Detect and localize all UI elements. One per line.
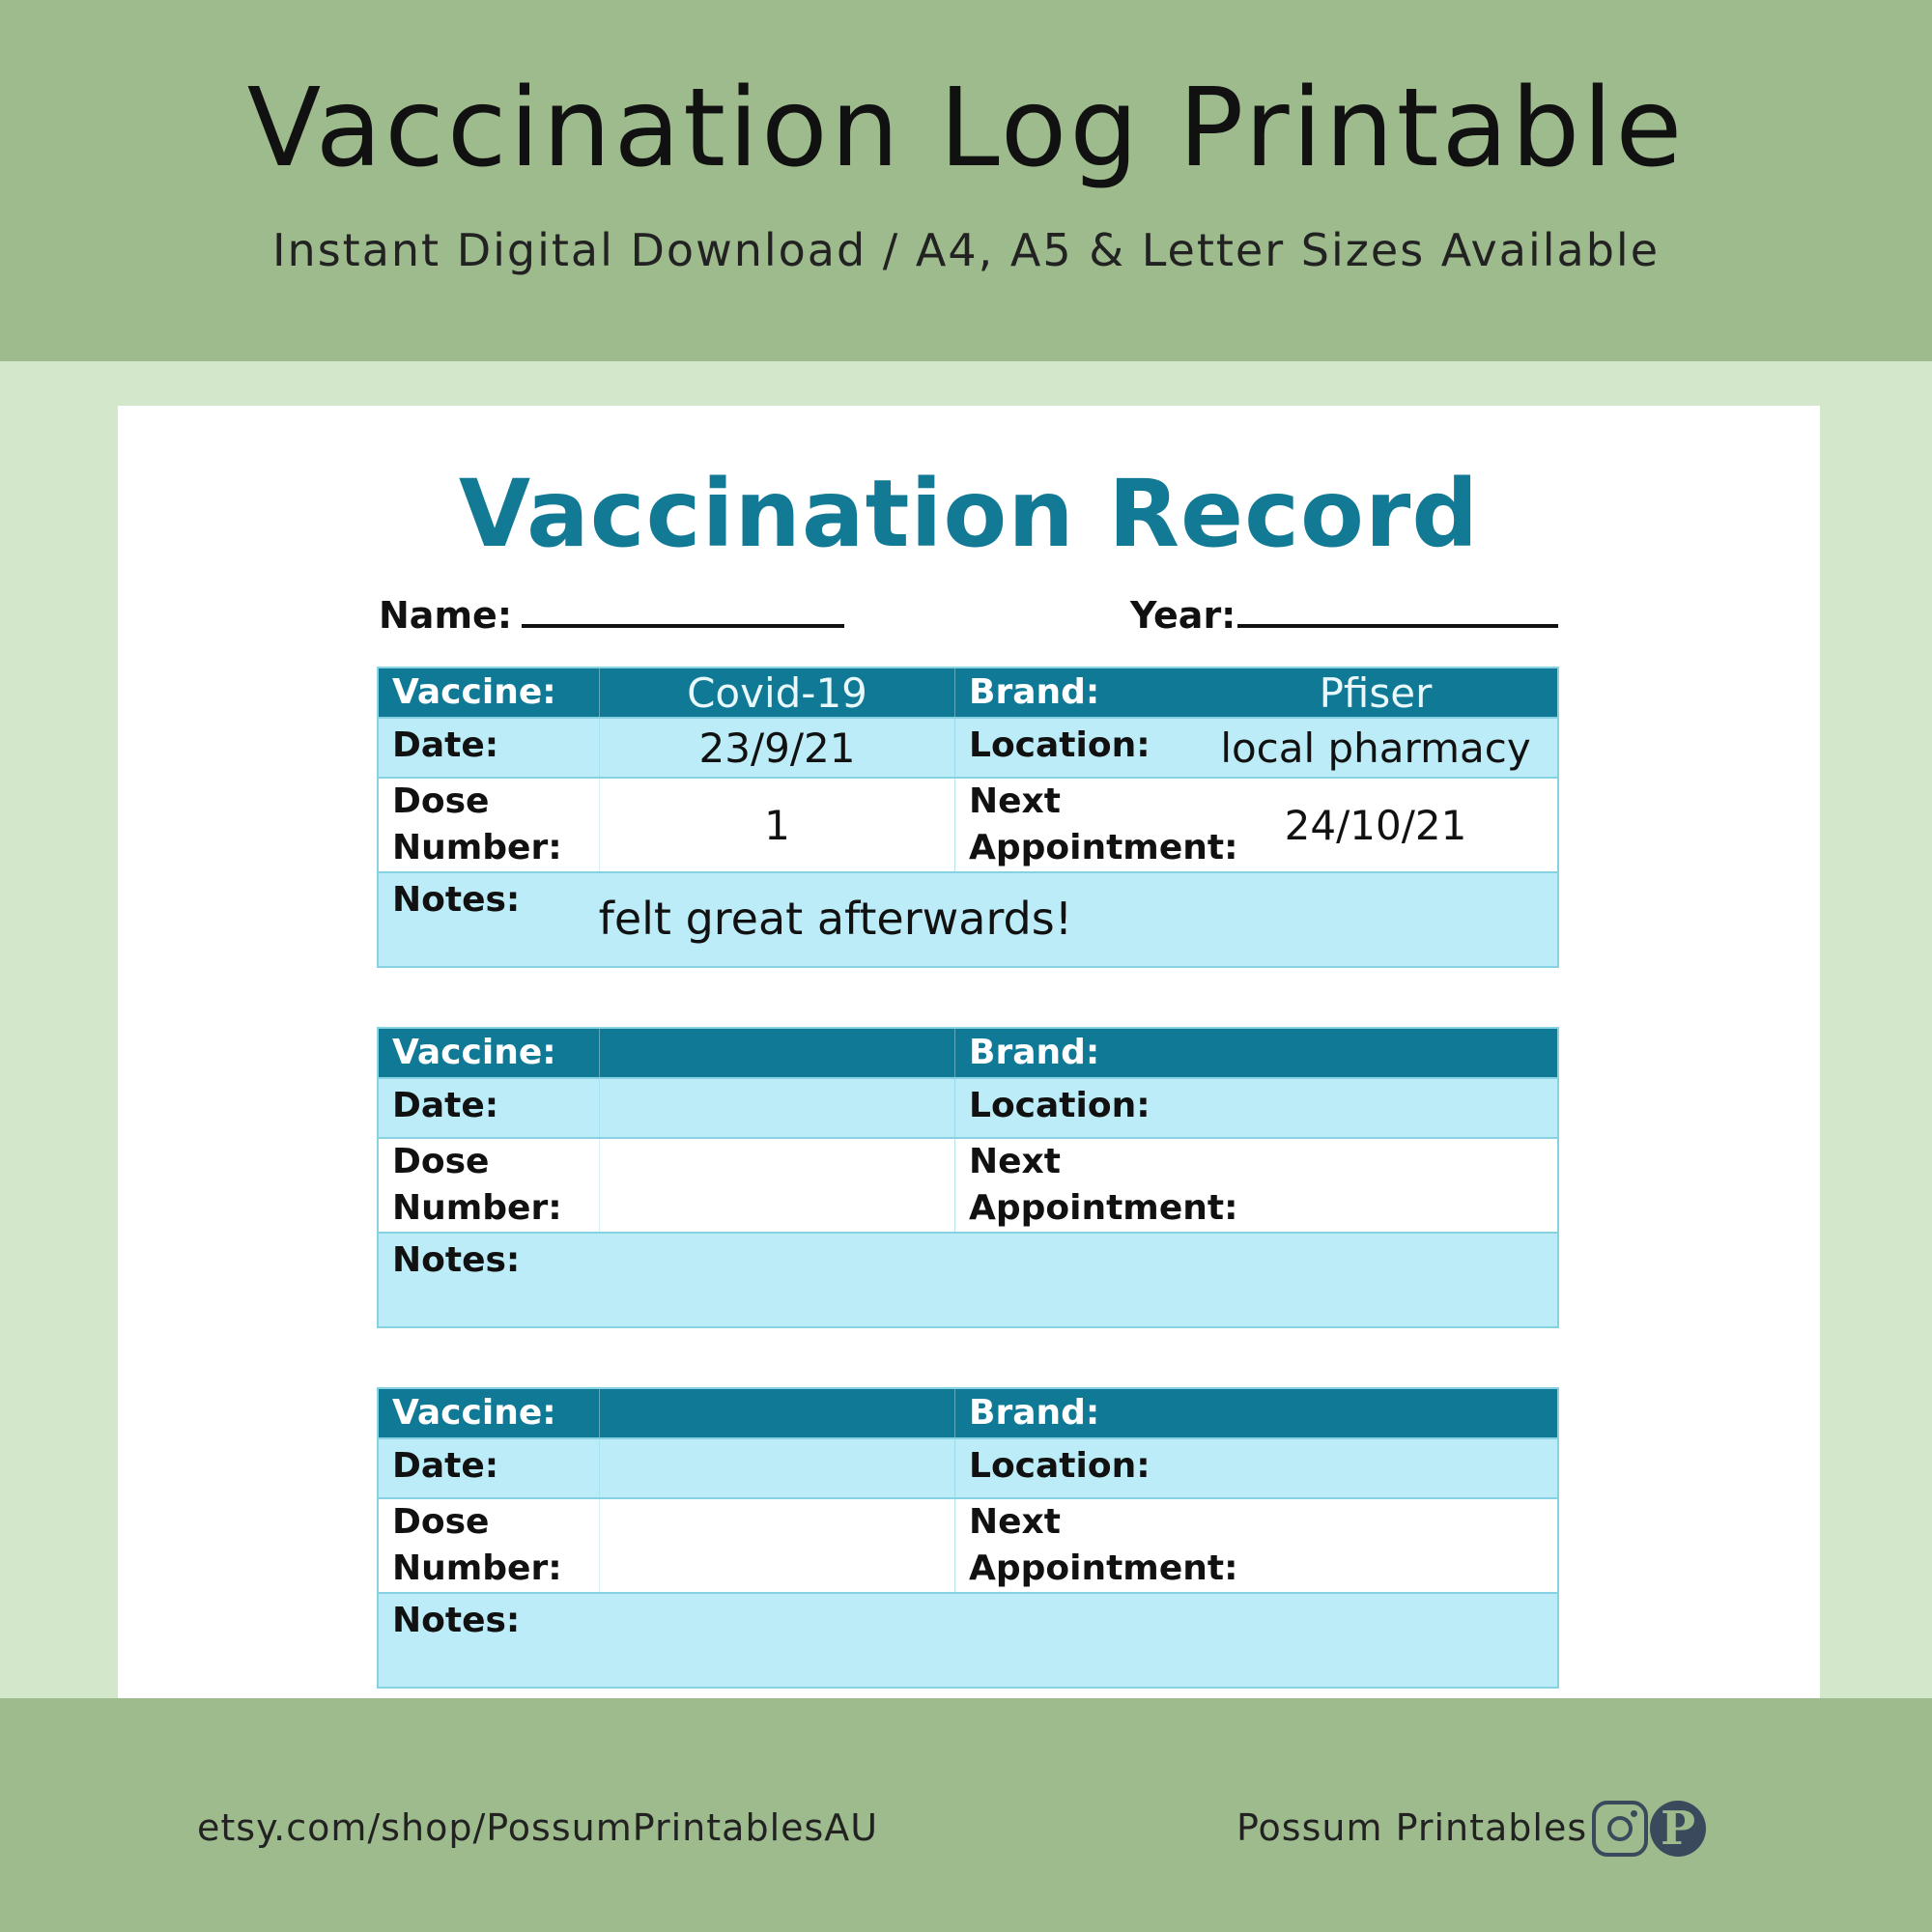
brand-value: Pfiser — [1319, 668, 1433, 717]
dose-number-value — [599, 1139, 954, 1232]
brand-label: Brand: — [954, 1389, 1194, 1437]
brand-value — [1194, 1029, 1557, 1077]
vaccine-value: Covid-19 — [599, 668, 954, 717]
dose-number-label: Dose Number: — [392, 781, 562, 867]
record-dose-row — [379, 1137, 1557, 1232]
record-date-row — [379, 717, 1557, 777]
location-label: Location: — [954, 1079, 1194, 1137]
record-notes-row — [379, 1592, 1557, 1687]
vaccine-record-card-3 — [377, 1387, 1559, 1689]
date-label: Date: — [392, 1446, 499, 1486]
vaccine-record-card-1 — [377, 667, 1559, 968]
vaccine-label: Vaccine: — [392, 672, 556, 712]
notes-label: Notes: — [392, 1601, 521, 1640]
record-notes-row — [379, 871, 1557, 966]
vaccine-value — [599, 1029, 954, 1077]
record-header-row — [379, 668, 1557, 717]
date-label: Date: — [392, 1086, 499, 1125]
record-date-row — [379, 1437, 1557, 1497]
location-value — [1194, 1079, 1557, 1137]
notes-label: Notes: — [392, 880, 521, 920]
year-label: Year: — [1130, 594, 1236, 637]
next-appointment-label: Next Appointment: — [954, 1139, 1194, 1232]
notes-label: Notes: — [392, 1240, 521, 1280]
dose-number-value: 1 — [599, 779, 954, 871]
next-appointment-label: Next Appointment: — [954, 1499, 1194, 1592]
date-value — [599, 1079, 954, 1137]
name-field — [379, 594, 844, 637]
record-header-row — [379, 1389, 1557, 1437]
year-field — [1130, 594, 1558, 637]
location-value: local pharmacy — [1220, 724, 1531, 772]
date-label: Date: — [392, 725, 499, 765]
vaccine-label: Vaccine: — [392, 1393, 556, 1433]
banner-title: Vaccination Log Printable — [246, 66, 1686, 191]
name-label: Name: — [379, 594, 513, 637]
record-sheet — [118, 406, 1820, 1698]
brand-label: Brand: — [954, 668, 1194, 717]
banner-subtitle: Instant Digital Download / A4, A5 & Letter Sizes Available — [271, 224, 1660, 276]
shop-url: etsy.com/shop/PossumPrintablesAU — [197, 1806, 879, 1849]
pinterest-icon[interactable]: P — [1650, 1801, 1706, 1857]
record-notes-row — [379, 1232, 1557, 1326]
record-dose-row — [379, 777, 1557, 871]
dose-number-label: Dose Number: — [392, 1142, 562, 1228]
notes-value — [599, 1594, 1557, 1687]
year-blank-line — [1237, 624, 1558, 628]
record-title: Vaccination Record — [458, 460, 1480, 568]
brand-value — [1194, 1389, 1557, 1437]
next-appointment-label: Next Appointment: — [954, 779, 1194, 871]
record-date-row — [379, 1077, 1557, 1137]
brand-label: Brand: — [954, 1029, 1194, 1077]
dose-number-label: Dose Number: — [392, 1502, 562, 1588]
location-label: Location: — [954, 719, 1194, 777]
vaccine-record-card-2 — [377, 1027, 1559, 1328]
notes-value — [599, 1234, 1557, 1326]
record-dose-row — [379, 1497, 1557, 1592]
name-blank-line — [522, 624, 844, 628]
vaccine-label: Vaccine: — [392, 1033, 556, 1072]
brand-name: Possum Printables — [1236, 1806, 1588, 1849]
next-appointment-value — [1194, 1499, 1557, 1592]
location-label: Location: — [954, 1439, 1194, 1497]
vaccine-value — [599, 1389, 954, 1437]
notes-value: felt great afterwards! — [598, 893, 1073, 945]
date-value — [599, 1439, 954, 1497]
record-header-row — [379, 1029, 1557, 1077]
date-value: 23/9/21 — [599, 719, 954, 777]
next-appointment-value — [1194, 1139, 1557, 1232]
location-value — [1194, 1439, 1557, 1497]
dose-number-value — [599, 1499, 954, 1592]
instagram-icon[interactable] — [1592, 1801, 1648, 1857]
next-appointment-value: 24/10/21 — [1284, 801, 1467, 849]
